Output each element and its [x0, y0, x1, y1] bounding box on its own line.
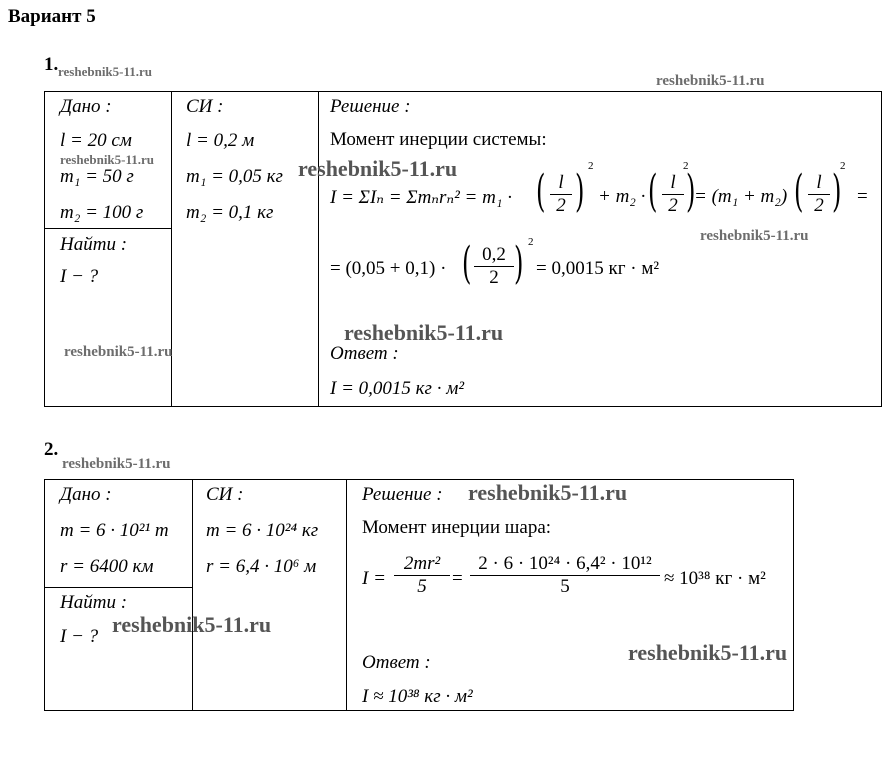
find-value: I − ? [60, 266, 99, 287]
si-value: l = 0,2 м [186, 130, 255, 151]
dano-label: Дано : [60, 484, 112, 505]
formula-part: = (0,05 + 0,1) · [330, 258, 447, 279]
si-value: m₁ = 0,05 кг [186, 166, 283, 187]
watermark: reshebnik5-11.ru [656, 73, 765, 89]
formula-part: ≈ 10³⁸ кг · м² [664, 568, 766, 589]
fraction: 2mr² 5 [394, 553, 450, 598]
si-label: СИ : [186, 96, 224, 117]
watermark: reshebnik5-11.ru [700, 228, 809, 244]
watermark: reshebnik5-11.ru [112, 612, 272, 637]
si-value: m = 6 · 10²⁴ кг [206, 520, 319, 541]
watermark: reshebnik5-11.ru [628, 640, 788, 665]
formula-part: I = ΣIₙ = Σmₙrₙ² = m₁ · [330, 187, 512, 208]
formula-part: = 0,0015 кг · м² [536, 258, 660, 279]
exponent: 2 [683, 160, 689, 172]
formula-part: = [452, 568, 463, 589]
find-value: I − ? [60, 626, 99, 647]
given-value: m₁ = 50 г [60, 166, 134, 187]
watermark: reshebnik5-11.ru [468, 480, 628, 505]
given-value: l = 20 см [60, 130, 132, 151]
formula-part: I = [362, 568, 386, 589]
fraction: 0,2 2 [474, 244, 514, 289]
watermark: reshebnik5-11.ru [60, 152, 155, 167]
fraction: l 2 [550, 172, 572, 217]
find-label: Найти : [60, 592, 128, 613]
watermark: reshebnik5-11.ru [344, 320, 504, 345]
fraction: l 2 [662, 172, 684, 217]
solution-text: Момент инерции шара: [362, 517, 552, 538]
si-value: m₂ = 0,1 кг [186, 202, 274, 223]
fraction: l 2 [808, 172, 830, 217]
given-value: r = 6400 км [60, 556, 154, 577]
si-label: СИ : [206, 484, 244, 505]
exponent: 2 [588, 160, 594, 172]
si-value: r = 6,4 · 10⁶ м [206, 556, 317, 577]
given-value: m₂ = 100 г [60, 202, 144, 223]
watermark: reshebnik5-11.ru [298, 156, 458, 181]
answer-value: I = 0,0015 кг · м² [330, 378, 465, 399]
fraction: 2 · 6 · 10²⁴ · 6,4² · 10¹² 5 [470, 553, 660, 598]
page-title: Вариант 5 [8, 6, 96, 27]
answer-label: Ответ : [330, 343, 399, 364]
watermark: reshebnik5-11.ru [62, 456, 171, 472]
exponent: 2 [528, 236, 534, 248]
solution-text: Момент инерции системы: [330, 129, 547, 150]
find-label: Найти : [60, 234, 128, 255]
dano-label: Дано : [60, 96, 112, 117]
problem-2-number: 2. [44, 439, 59, 460]
formula-part: + m₂ · [598, 186, 646, 207]
formula-part: = (m₁ + m₂) [694, 186, 788, 207]
exponent: 2 [840, 160, 846, 172]
watermark: reshebnik5-11.ru [58, 64, 153, 79]
answer-label: Ответ : [362, 652, 431, 673]
given-value: m = 6 · 10²¹ т [60, 520, 169, 541]
problem-1-number: 1. [44, 54, 59, 75]
solution-label: Решение : [330, 96, 411, 117]
watermark: reshebnik5-11.ru [64, 344, 173, 360]
formula-part: = [857, 186, 868, 207]
answer-value: I ≈ 10³⁸ кг · м² [362, 686, 473, 707]
solution-label: Решение : [362, 484, 443, 505]
